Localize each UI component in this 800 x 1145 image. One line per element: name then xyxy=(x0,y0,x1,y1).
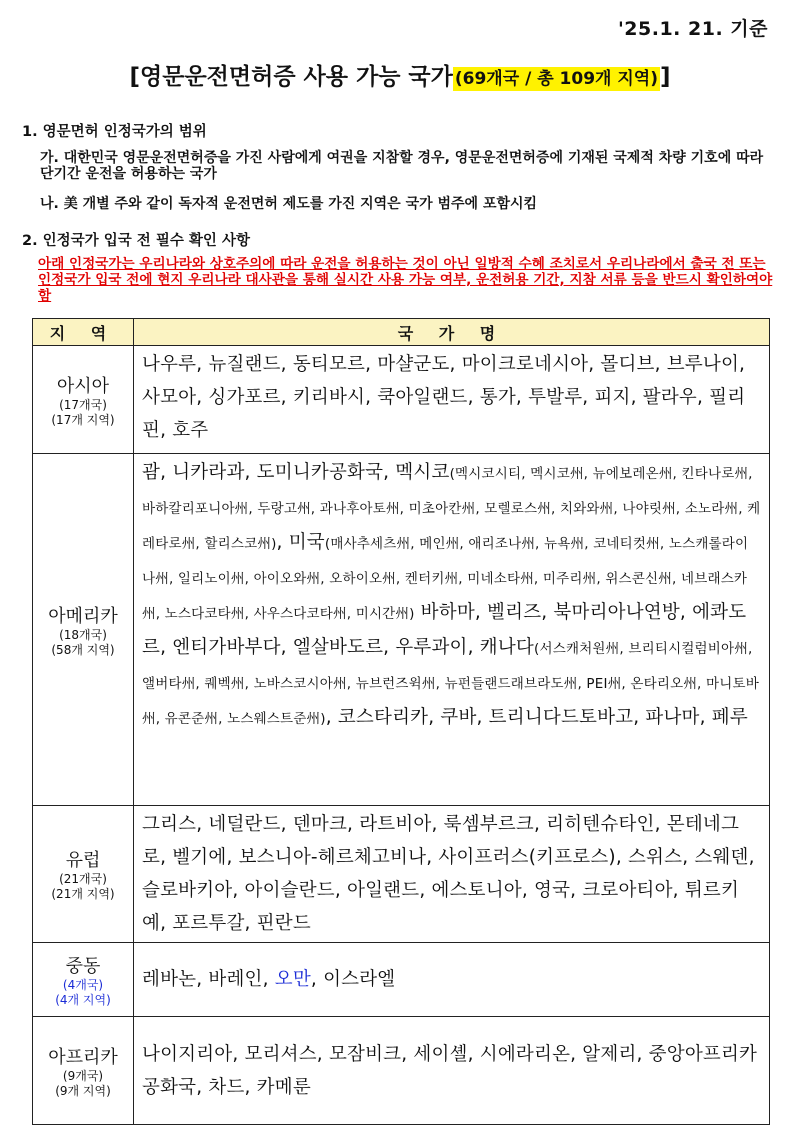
me-oman: 오만 xyxy=(274,969,311,990)
region-name: 유럽 xyxy=(65,850,101,871)
region-area-count: (21개 지역) xyxy=(51,887,115,901)
countries-middle-east xyxy=(134,943,770,1017)
region-name: 아메리카 xyxy=(48,605,118,627)
section2-heading: 2. 인정국가 입국 전 필수 확인 사항 xyxy=(22,233,250,249)
region-cell-middle-east xyxy=(33,943,134,1017)
me-part3: , 이스라엘 xyxy=(310,969,396,990)
table-row-europe xyxy=(33,806,770,943)
region-country-count: (18개국) xyxy=(59,627,107,642)
countries-africa: 나이지리아, 모리셔스, 모잠비크, 세이셸, 시에라리온, 알제리, 중앙아프리카공화국, 차드, 카메룬 xyxy=(134,1017,770,1125)
usa-states: (매사추세츠州, 메인州, 애리조나州, 뉴욕州, 코네티컷州, 노스캐롤라이나州, 일리노이州, 아이오와州, 오하이오州, 켄터키州, 미네소타州, 미주리州, 위스콘신州, 네브래스카州, 노스다코타州, 사우스다코타州, 미시간州) xyxy=(142,536,749,622)
region-country-count: (21개국) xyxy=(59,872,107,886)
region-country-count: (4개국) xyxy=(62,977,104,992)
america-part3: 바하마, 벨리즈, 북마리아나연방, 에콰도르, 엔티가바부다, 엘살바도르, 우루과이, 캐나다 xyxy=(142,602,747,658)
region-cell-asia xyxy=(33,346,134,454)
table-row-america xyxy=(33,454,770,806)
notice-text: 아래 인정국가는 우리나라와 상호주의에 따라 운전을 허용하는 것이 아닌 일방적 수혜 조치로서 우리나라에서 출국 전 또는 인정국가 입국 전에 현지 우리나라 대사관을 통해 실시간 사용 가능 여부, 운전허용 기간, 지참 서류 등을 반드시 확인하여야 함 xyxy=(38,256,773,304)
countries-europe: 그리스, 네덜란드, 덴마크, 라트비아, 룩셈부르크, 리히텐슈타인, 몬테네그로, 벨기에, 보스니아-헤르체고비나, 사이프러스(키프로스), 스위스, 스웨덴, 슬로바키아, 아이슬란드, 아일랜드, 에스토니아, 영국, 크로아티아, 튀르키예, 포르투갈, 핀란드 xyxy=(134,806,770,943)
region-name: 중동 xyxy=(65,955,101,977)
country-table xyxy=(32,318,770,1125)
table-row-africa xyxy=(33,1017,770,1125)
mexico-states: (멕시코시티, 멕시코州, 뉴에보레온州, 킨타나로州, 바하칼리포니아州, 두랑고州, 과나후아토州, 미초아칸州, 모렐로스州, 치와와州, 나야릿州, 소노라州, 케레타로州, 할리스코州) xyxy=(142,466,761,552)
reference-date: '25.1. 21. 기준 xyxy=(617,18,768,40)
america-part2: , 미국 xyxy=(276,532,325,553)
region-name: 아프리카 xyxy=(48,1046,118,1068)
region-area-count: (17개 지역) xyxy=(51,412,115,427)
region-name: 아시아 xyxy=(56,375,110,397)
section1-item-ga: 가. 대한민국 영문운전면허증을 가진 사람에게 여권을 지참할 경우, 영문운전면허증에 기재된 국제적 차량 기호에 따라 단기간 운전을 허용하는 국가 xyxy=(40,150,764,182)
region-cell-america xyxy=(33,454,134,806)
region-cell-europe xyxy=(33,806,134,943)
table-row-asia xyxy=(33,346,770,454)
region-country-count: (17개국) xyxy=(59,397,107,412)
me-part1: 레바논, 바레인, xyxy=(142,969,275,990)
region-cell-africa xyxy=(33,1017,134,1125)
section1-heading: 1. 영문면허 인정국가의 범위 xyxy=(22,124,207,140)
countries-asia: 나우루, 뉴질랜드, 동티모르, 마샬군도, 마이크로네시아, 몰디브, 브루나이, 사모아, 싱가포르, 키리바시, 쿡아일랜드, 통가, 투발루, 피지, 팔라우, 필리핀, 호주 xyxy=(134,346,770,454)
page-title xyxy=(0,58,800,91)
title-main: [영문운전면허증 사용 가능 국가 xyxy=(129,64,453,90)
table-row-middle-east xyxy=(33,943,770,1017)
america-part1: 괌, 니카라과, 도미니카공화국, 멕시코 xyxy=(142,462,450,483)
table-header-row xyxy=(33,319,770,346)
region-country-count: (9개국) xyxy=(62,1068,104,1083)
region-area-count: (9개 지역) xyxy=(55,1083,111,1098)
america-part4: , 코스타리카, 쿠바, 트리니다드토바고, 파나마, 페루 xyxy=(325,707,748,728)
header-region: 지 역 xyxy=(33,319,134,346)
canada-provinces: (서스캐처원州, 브리티시컬럼비아州, 앨버타州, 퀘벡州, 노바스코시아州, 뉴브런즈윅州, 뉴펀들랜드래브라도州, PEI州, 온타리오州, 마니토바州, 유콘준州, 노스웨스트준州) xyxy=(142,641,759,727)
title-highlight: (69개국 / 총 109개 지역) xyxy=(454,69,658,89)
countries-america xyxy=(134,454,770,806)
header-country: 국 가 명 xyxy=(134,319,770,346)
title-close: ] xyxy=(659,64,671,90)
section1-item-na: 나. 美 개별 주와 같이 독자적 운전면허 제도를 가진 지역은 국가 범주에 포함시킴 xyxy=(40,196,538,212)
region-area-count: (4개 지역) xyxy=(55,992,111,1007)
region-area-count: (58개 지역) xyxy=(51,642,115,657)
